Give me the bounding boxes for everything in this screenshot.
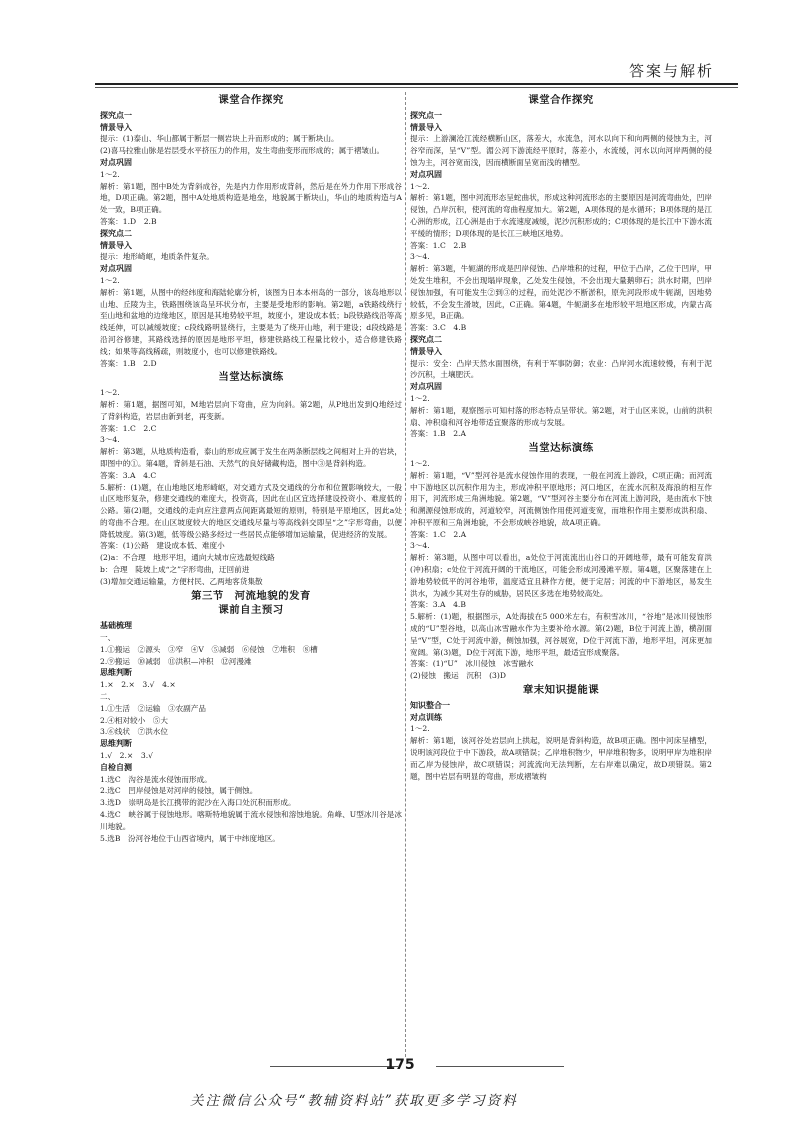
paragraph: 答案：1.C 2.C — [100, 423, 157, 433]
paragraph: 2.④相对较小 ⑤大 — [100, 715, 168, 725]
paragraph: 提示：(1)泰山、华山都属于断层一侧岩块上升而形成的；属于断块山。 — [100, 134, 339, 144]
section-title: 第三节 河流地貌的发育 — [191, 589, 311, 602]
footer-rule-right — [436, 1066, 564, 1067]
paragraph: 答案：1.B 2.D — [100, 358, 157, 368]
paragraph: 1～2. — [410, 458, 430, 468]
paragraph: 1～2. — [410, 393, 430, 403]
paragraph: 提示：安全：凸岸天然水面围绕，有利于军事防御；农业：凸岸河水流速较慢，有利于泥沙沉积，土壤肥沃。 — [410, 358, 712, 380]
paragraph: 解析：第3题，从地质构造看，泰山的形成应属于发生在两条断层线之间相对上升的岩块，即图中的①。第4题，背斜是石油、天然气的良好储藏构造，图中③是背斜构造。 — [100, 447, 402, 468]
paragraph: 1.× 2.× 3.√ 4.× — [100, 680, 176, 690]
paragraph: 答案：1.C 2.B — [410, 240, 467, 250]
paragraph: 解析：第3题，从图中可以看出，a处位于河流流出山谷口的开阔地带，最有可能发育洪(冲)积扇；c处位于河流开阔的干流地区，可能会形成河漫滩平原。第4题，区聚落建在上游地势较低平的河谷地带，温度适宜且耕作方便，便于定居；河流的中下游地区，易发生洪水，为减少其对生存的威胁，居民区多选在地势较高处。 — [410, 553, 712, 598]
paragraph: 解析：第1题，图中B处为背斜成谷，先是内力作用形成背斜，然后是在外力作用下形成谷地，D项正确。第2题，图中A处地质构造是地垒，地貌属于断块山，华山的地质构造与A处一致，B项正确。 — [100, 181, 402, 215]
paragraph: 解析：第1题，“V”型河谷是流水侵蚀作用的表现，一般在河流上游段，C项正确；而河流中下游地区以沉积作用为主，形成冲积平原地形；河口地区，在流水沉积及海浪的相互作用下，河流形成三角洲地貌。第2题，“V”型河谷主要分布在河流上游河段，是由流水下蚀和溯源侵蚀形成的，河道较窄，河流侧蚀作用使河道变宽，而堆积作用主要形成洪积扇、冲积平原和三角洲地貌，不会形成峡谷地貌，故A项正确。 — [410, 470, 712, 527]
paragraph: 解析：第1题，图中河流形态呈蛇曲状，形成这种河流形态的主要原因是河流弯曲处，凹岸侵蚀，凸岸沉积，使河流的弯曲程度加大。第2题，A项体现的是水循环；B项体现的是江心洲的形成，江心洲是由于水流速度减缓，泥沙沉积形成的；C项体现的是长江中下游水流平缓的情形；D项体现的是长江三峡地区地势。 — [410, 193, 712, 238]
subheading: 自检自测 — [100, 762, 132, 772]
paragraph: 5.解析：(1)题，在山地地区地形崎岖，对交通方式及交通线的分布和位置影响较大，一般山区地形复杂，修建交通线的难度大，投资高，因此在山区宜选择建设投资小、难度低的公路。第(2)题，交通线的走向应注意两点间距离最短的原则，特别是平原地区，因此a处的弯曲不合理。在山区坡度较大的地区交通线尽量与等高线斜交即呈“之”字形弯曲，以便降低坡度。第(3)题，低等级公路多经过一些居民点能够增加运输量，促进经济的发展。 — [100, 482, 402, 539]
paragraph: 3～4. — [410, 541, 430, 551]
paragraph: (3)增加交通运输量，方便村民、乙两地客货集散 — [100, 576, 263, 586]
paragraph: 3～4. — [100, 435, 120, 445]
right-column — [410, 92, 712, 1060]
subheading: 思维判断 — [100, 668, 132, 678]
paragraph: 1.选C 沟谷是流水侵蚀而形成。 — [100, 774, 212, 784]
subheading: 对点巩固 — [100, 264, 132, 274]
paragraph: 1.①搬运 ②源头 ③窄 ④V ⑤减弱 ⑥侵蚀 ⑦堆积 ⑧槽 — [100, 644, 318, 654]
section-title: 章末知识提能课 — [522, 684, 600, 697]
paragraph: 解析：第1题，据图可知，M地岩层向下弯曲，应为向斜。第2题，从P地出发到Q地经过了背斜构造，岩层由新到老，再变新。 — [100, 399, 402, 421]
left-column — [100, 92, 402, 1060]
paragraph: 答案：(1)“U” 冰川侵蚀 冰雪融水 — [410, 659, 534, 669]
paragraph: 解析：第1题，观察图示可知村落的形态特点呈带状。第2题，对于山区来说，山前的洪积扇、冲积扇和河谷地带适宜聚落的形成与发展。 — [410, 405, 712, 427]
paragraph: 二、 — [100, 692, 116, 702]
paragraph: 1.①生活 ②运输 ③农副产品 — [100, 703, 206, 713]
paragraph: 1～2. — [100, 169, 120, 179]
section-title: 当堂达标演练 — [528, 442, 594, 455]
paragraph: 5.选B 汾河谷地位于山西省境内，属于中纬度地区。 — [100, 833, 280, 843]
paragraph: 1～2. — [100, 388, 120, 398]
page-number: 175 — [385, 1057, 415, 1073]
paragraph: 答案：3.A 4.C — [100, 470, 157, 480]
paragraph: 3～4. — [410, 252, 430, 262]
paragraph: 解析：第3题，牛轭湖的形成是凹岸侵蚀、凸岸堆积的过程，甲位于凸岸，乙位于凹岸，甲处发生堆积，不会出现塌岸现象，乙处发生侵蚀，不会出现大量鹅卵石；洪水时期，凹岸侵蚀加强，有可能发生②到③的过程，而处泥沙不断淤积，原先河段形成牛轭湖，因地势较低，不会发生滑坡，因此，C正确。第4题，牛轭湖多在地形较平坦地区形成，内蒙古高原多见，B正确。 — [410, 264, 712, 321]
header-title: 答案与解析 — [628, 62, 714, 80]
subheading: 对点巩固 — [410, 169, 442, 179]
paragraph: 1～2. — [410, 724, 430, 734]
paragraph: 2.选C 凹岸侵蚀是对河岸的侵蚀，属于侧蚀。 — [100, 786, 258, 796]
paragraph: b：合理 陡坡上成“之”字形弯曲，迂回前进 — [100, 565, 250, 575]
paragraph: 解析：第1题，该河谷处岩层向上拱起，说明是背斜构造，故B项正确。图中河床呈槽型，说明该河段位于中下游段，故A项错误；乙岸堆积物少，甲岸堆积物多，说明甲岸为堆积岸而乙岸为侵蚀岸，故C项错误；河流流向无法判断，左右岸难以确定，故D项错误。第2题，图中岩层有明显的弯曲，形成褶皱构 — [410, 736, 712, 781]
subheading: 基础梳理 — [100, 621, 132, 631]
subheading: 情景导入 — [100, 240, 132, 250]
section-title: 课前自主预习 — [218, 604, 284, 617]
header-rule — [95, 83, 738, 85]
paragraph: 提示：上游澜沧江流经横断山区，落差大，水流急，河水以向下和向两侧的侵蚀为主，河谷窄而深，呈“V”型。湄公河下游流经平原时，落差小，水流缓，河水以向河岸两侧的侵蚀为主，河谷宽而浅，因而横断面呈宽而浅的槽型。 — [410, 134, 712, 167]
paragraph: 3.⑥线状 ⑦洪水位 — [100, 727, 168, 737]
section-title: 课堂合作探究 — [528, 94, 594, 106]
paragraph: 一、 — [100, 633, 116, 643]
subheading: 情景导入 — [410, 122, 442, 132]
paragraph: 答案：3.C 4.B — [410, 323, 467, 333]
subheading: 情景导入 — [100, 122, 132, 132]
paragraph: 答案：1.D 2.B — [100, 216, 157, 226]
subheading: 对点训练 — [410, 712, 442, 722]
subheading: 探究点一 — [410, 110, 442, 120]
footer-rule-left — [270, 1066, 398, 1067]
paragraph: (2)喜马拉雅山脉是岩层受水平挤压力的作用，发生弯曲变形而形成的；属于褶皱山。 — [100, 146, 385, 156]
subheading: 对点巩固 — [100, 157, 132, 167]
subheading: 对点巩固 — [410, 382, 442, 392]
paragraph: 1.√ 2.× 3.√ — [100, 751, 153, 761]
subheading: 知识整合一 — [410, 700, 450, 710]
paragraph: 答案：1.C 2.A — [410, 529, 467, 539]
paragraph: 1～2. — [100, 275, 120, 285]
paragraph: 答案：(1)公路 建设成本低、难度小 — [100, 541, 225, 551]
paragraph: 2.⑨搬运 ⑩减弱 ⑪洪积—冲积 ⑫河漫滩 — [100, 656, 252, 666]
section-title: 课堂合作探究 — [218, 94, 284, 106]
subheading: 探究点二 — [410, 334, 442, 344]
paragraph: 答案：1.B 2.A — [410, 429, 466, 439]
paragraph: 解析：第1题，从图中的经纬度和海陆轮廓分析，该图为日本本州岛的一部分，该岛地形以山地、丘陵为主，铁路围绕该岛呈环状分布，主要是受地形的影响。第2题，a铁路线绕行至山地和盆地的边缘地区，原因是其地势较平坦，坡度小，建设成本低；b段铁路线沿等高线延伸，可以减缓坡度；c段线路明显绕行，主要是为了绕开山地，利于建设；d段线路是沿河谷修建，其路线选择的原因是地形平坦，修建铁路线工程量比较小，适合修建铁路线；如果等高线稀疏，则坡度小，也可以修建铁路线。 — [100, 287, 402, 356]
paragraph: 答案：3.A 4.B — [410, 600, 466, 610]
section-title: 当堂达标演练 — [218, 371, 284, 384]
paragraph: 5.解析：(1)题，根据图示，A处海拔在5 000米左右，有积雪冰川，“谷地”是冰川侵蚀形成的“U”型谷地，以高山冰雪融水作为主要补给水源。第(2)题，B位于河流上游，横剖面呈“V”型，C处于河流中游，侧蚀加强，河谷展宽，D位于河流下游，地形平坦，河床更加宽阔。第(3)题，D位于河流下游，地形平坦，最适宜形成聚落。 — [410, 612, 712, 657]
subheading: 探究点二 — [100, 228, 132, 238]
paragraph: (2)侵蚀 搬运 沉积 (3)D — [410, 671, 506, 681]
subheading: 探究点一 — [100, 110, 132, 120]
paragraph: 3.选D 崇明岛是长江携带的泥沙在入海口处沉积而形成。 — [100, 798, 296, 808]
paragraph: 提示：地形崎岖，地质条件复杂。 — [100, 252, 214, 262]
paragraph: 1～2. — [410, 181, 430, 191]
subheading: 情景导入 — [410, 346, 442, 356]
paragraph: 4.选C 峡谷属于侵蚀地形。喀斯特地貌属于流水侵蚀和溶蚀地貌。角峰、U型冰川谷是冰川地貌。 — [100, 810, 402, 831]
header-rule-thin — [95, 87, 738, 88]
paragraph: (2)a：不合理 地形平坦，通向大城市应选最短线路 — [100, 553, 275, 563]
column-divider — [405, 92, 406, 1057]
bottom-note: 关注微信公众号“教辅资料站”获取更多学习资料 — [190, 1093, 518, 1109]
subheading: 思维判断 — [100, 739, 132, 749]
